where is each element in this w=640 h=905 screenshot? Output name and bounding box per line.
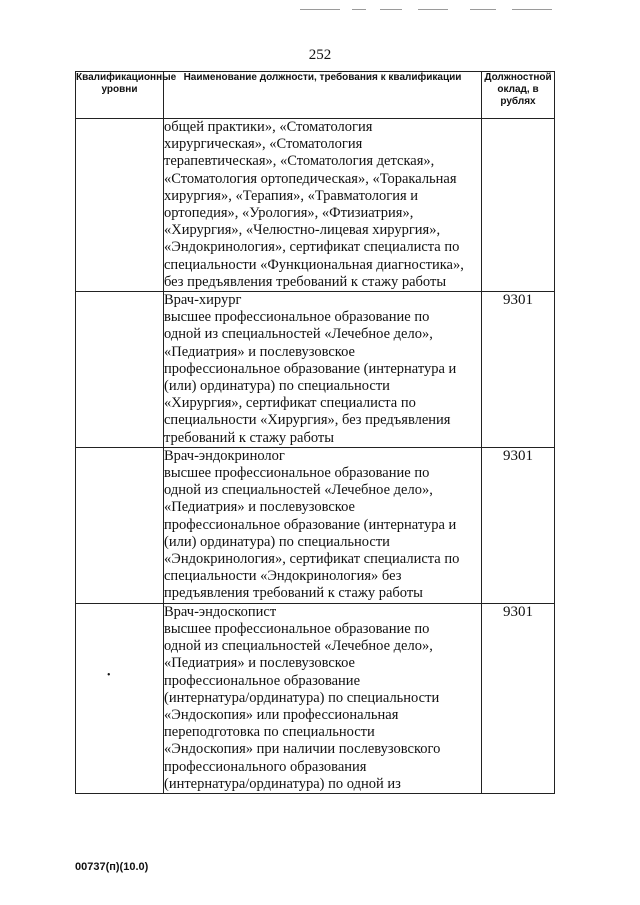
requirement-text-line: ортопедия», «Урология», «Фтизиатрия», [164,205,414,222]
requirement-text-line: одной из специальностей «Лечебное дело», [164,638,433,655]
requirement-text-line: «Эндокринология», сертификат специалиста по [164,239,460,256]
requirement-text-line: «Педиатрия» и послевузовское [164,655,355,672]
requirement-text-line: без предъявления требований к стажу работы [164,273,447,290]
position-description-cell [164,119,482,292]
requirement-text-line: профессионального образования [164,758,367,775]
scan-speck: • [107,670,111,681]
requirement-text-line: высшее профессиональное образование по [164,309,430,326]
requirement-text-line: «Педиатрия» и послевузовское [164,499,355,516]
requirement-text-line: (или) ординатура) по специальности [164,378,390,395]
requirement-text-line: «Хирургия», сертификат специалиста по [164,395,416,412]
salary-cell: 9301 [482,603,555,793]
header-qualification-levels: Квалификационные уровни [76,72,164,119]
table-row [76,119,555,292]
requirement-text-line: «Эндоскопия» при наличии послевузовского [164,741,441,758]
requirement-text-line: одной из специальностей «Лечебное дело», [164,482,433,499]
position-description-cell [164,603,482,793]
position-description-cell [164,447,482,603]
requirement-text-line: (интернатура/ординатура) по одной из [164,775,401,792]
qualification-table [75,71,555,794]
requirement-text-line: специальности «Эндокринология» без [164,568,402,585]
requirement-text-line: профессиональное образование (интернатура и [164,516,457,533]
requirement-text-line: терапевтическая», «Стоматология детская», [164,153,435,170]
qualification-level-cell [76,292,164,448]
requirement-text-line: общей практики», «Стоматология [164,119,373,135]
requirement-text-line: (интернатура/ординатура) по специальности [164,689,440,706]
document-code: 00737(п)(10.0) [75,861,149,873]
page-number: 252 [308,47,332,63]
requirement-text-line: «Эндокринология», сертификат специалиста по [164,551,460,568]
qualification-level-cell [76,603,164,793]
header-salary: Должностной оклад, в рублях [482,72,555,119]
requirement-text-line: требований к стажу работы [164,429,334,446]
salary-cell: 9301 [482,447,555,603]
table-header-row [76,72,555,119]
table-row [76,292,555,448]
qualification-level-cell [76,119,164,292]
position-description-cell [164,292,482,448]
requirement-text-line: одной из специальностей «Лечебное дело», [164,326,433,343]
requirement-text-line: профессиональное образование [164,672,361,689]
requirement-text-line: «Педиатрия» и послевузовское [164,343,355,360]
table-row [76,447,555,603]
table-row [76,603,555,793]
requirement-text-line: «Эндоскопия» или профессиональная [164,706,399,723]
salary-cell [482,119,555,292]
position-title: Врач-эндокринолог [164,447,285,464]
requirement-text-line: высшее профессиональное образование по [164,465,430,482]
requirement-text-line: переподготовка по специальности [164,724,375,741]
requirement-text-line: хирургия», «Терапия», «Травматология и [164,187,419,204]
salary-cell: 9301 [482,292,555,448]
requirement-text-line: предъявления требований к стажу работы [164,585,423,602]
requirement-text-line: (или) ординатура) по специальности [164,533,390,550]
scan-top-edge-marks [0,6,640,14]
requirement-text-line: специальности «Функциональная диагностика», [164,256,464,273]
requirement-text-line: «Хирургия», «Челюстно-лицевая хирургия», [164,222,441,239]
requirement-text-line: высшее профессиональное образование по [164,620,430,637]
qualification-level-cell [76,447,164,603]
position-title: Врач-эндоскопист [164,603,277,620]
position-title: Врач-хирург [164,292,242,309]
requirement-text-line: профессиональное образование (интернатура и [164,360,457,377]
header-position-requirements: Наименование должности, требования к квалификации [164,72,482,119]
requirement-text-line: хирургическая», «Стоматология [164,136,363,153]
requirement-text-line: специальности «Хирургия», без предъявления [164,412,451,429]
requirement-text-line: «Стоматология ортопедическая», «Торакальная [164,170,457,187]
